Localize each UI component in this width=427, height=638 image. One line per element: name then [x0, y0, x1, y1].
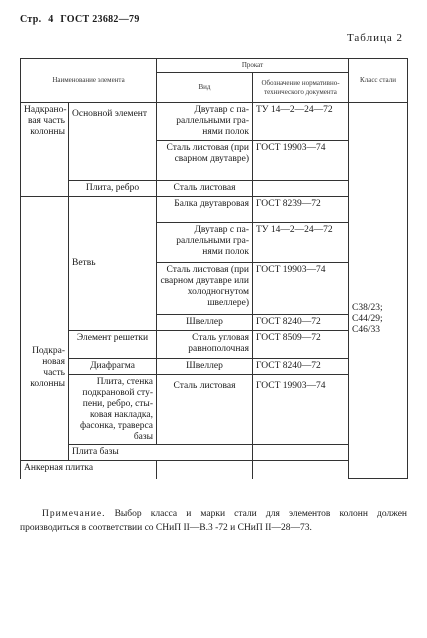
group-anchor-plate: Анкерная плитка	[21, 461, 157, 479]
steel-table	[20, 58, 408, 479]
group-base-plate: Плита базы	[69, 445, 253, 461]
cell-doc: ГОСТ 8240—72	[253, 358, 349, 374]
cell-type: Сталь листовая	[157, 374, 253, 445]
cell-doc: ГОСТ 8239—72	[253, 196, 349, 222]
cell-doc: ГОСТ 19903—74	[253, 262, 349, 314]
cell-steel-class: С38/23; С44/29; С46/33	[349, 103, 408, 479]
cell-type: Сталь листовая (при сварном двутавре или холодногнутом швеллере)	[157, 262, 253, 314]
header-steel-class: Класс стали	[349, 59, 408, 103]
note-text: Выбор класса и марки стали для элементов колонн должен производиться в соответствии со СНиП II—В.3 -72 и СНиП II—28—73.	[20, 509, 407, 533]
row-branch: Ветвь	[69, 196, 157, 330]
page-label: Стр.	[20, 14, 42, 25]
header-rolled: Прокат	[157, 59, 349, 73]
header-type: Вид	[157, 73, 253, 103]
row-plate-rib: Плита, ребро	[69, 181, 157, 197]
row-plate-wall: Плита, стенка подкрановой ступени, ребро, стыковая накладка, фасонка, траверса базы	[69, 374, 157, 445]
cell-type: Сталь угловая равнополочная	[157, 330, 253, 358]
cell-type	[157, 461, 253, 479]
cell-doc: ТУ 14—2—24—72	[253, 222, 349, 262]
steel-table-wrapper	[20, 58, 407, 479]
note-lead: Примечание.	[42, 509, 106, 519]
cell-type: Сталь листовая (при сварном двутавре)	[157, 141, 253, 181]
page-header	[20, 14, 144, 25]
cell-type: Швеллер	[157, 314, 253, 330]
group-lower: Подкрановая часть колонны	[21, 196, 69, 461]
cell-doc: ГОСТ 19903—74	[253, 141, 349, 181]
header-designation: Обозначение нормативно-технического документа	[253, 73, 349, 103]
group-upper: Надкрановая часть колонны	[21, 103, 69, 197]
header-element-name: Наименование элемента	[21, 59, 157, 103]
cell-doc: ГОСТ 8240—72	[253, 314, 349, 330]
cell-doc	[253, 461, 349, 479]
cell-doc: ГОСТ 8509—72	[253, 330, 349, 358]
table-title: Таблица 2	[346, 32, 403, 44]
cell-type: Балка двутавровая	[157, 196, 253, 222]
page-number: 4	[48, 14, 54, 25]
cell-doc: ТУ 14—2—24—72	[253, 103, 349, 141]
cell-doc	[253, 181, 349, 197]
cell-type: Сталь листовая	[157, 181, 253, 197]
note	[20, 508, 407, 536]
cell-type: Двутавр с параллельными гранями полок	[157, 222, 253, 262]
cell-type: Двутавр с параллельными гранями полок	[157, 103, 253, 141]
row-lattice-element: Элемент решетки	[69, 330, 157, 358]
cell-type: Швеллер	[157, 358, 253, 374]
standard-code: ГОСТ 23682—79	[60, 14, 140, 25]
row-main-element: Основной элемент	[69, 103, 157, 181]
cell-doc: ГОСТ 19903—74	[253, 374, 349, 445]
row-diaphragm: Диафрагма	[69, 358, 157, 374]
cell-type	[253, 445, 349, 461]
